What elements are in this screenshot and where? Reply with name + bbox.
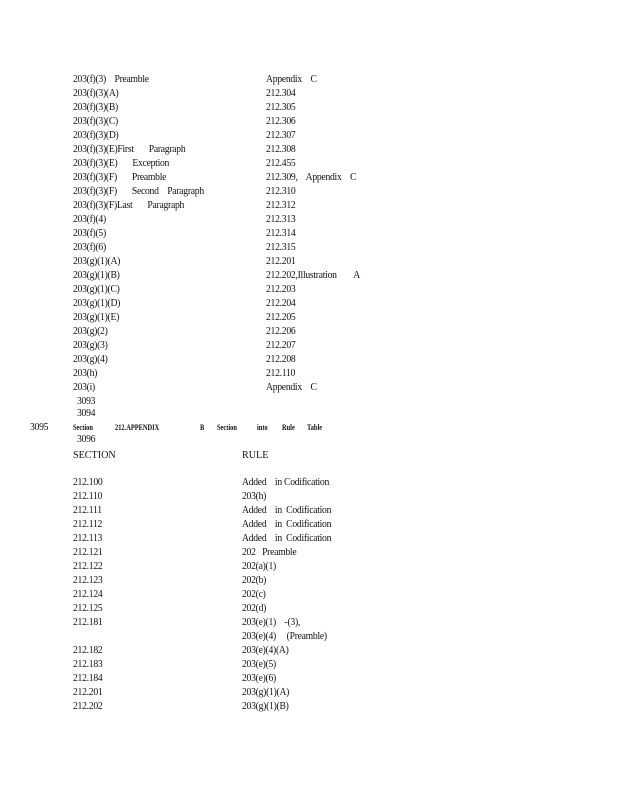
top-row-right: 212.206 (266, 326, 296, 337)
top-row-right: 212.208 (266, 354, 296, 365)
top-row-left: 203(i) (73, 382, 95, 393)
top-row-left: 203(g)(1)(C) (73, 284, 120, 295)
rule-cell: 202(b) (242, 575, 267, 586)
section-cell: 212.202 (73, 701, 103, 712)
top-row-right: 212.315 (266, 242, 296, 253)
top-row-left: 203(f)(5) (73, 228, 106, 239)
top-row-left: 203(g)(4) (73, 354, 108, 365)
line-number: 3095 (30, 422, 49, 433)
rule-cell: 203(e)(4)(A) (242, 645, 289, 656)
section-cell: 212.201 (73, 687, 103, 698)
top-row-right: 212.203 (266, 284, 296, 295)
top-row-right: 212.455 (266, 158, 296, 169)
section-cell: 212.113 (73, 533, 103, 544)
rule-cell: 203(g)(1)(B) (242, 701, 289, 712)
top-row-left: 203(f)(3)(A) (73, 88, 119, 99)
rule-cell: 202(c) (242, 589, 266, 600)
top-row-left: 203(f)(4) (73, 214, 106, 225)
top-row-right: 212.110 (266, 368, 296, 379)
top-row-right: 212.313 (266, 214, 296, 225)
top-row-left: 203(g)(1)(E) (73, 312, 120, 323)
section-cell: 212.123 (73, 575, 103, 586)
top-row-left: 203(f)(3)(D) (73, 130, 119, 141)
top-row-right: 212.310 (266, 186, 296, 197)
section-cell: 212.124 (73, 589, 103, 600)
top-row-right: 212.309, Appendix C (266, 172, 357, 183)
top-row-left: 203(f)(3) Preamble (73, 74, 149, 85)
column-header-rule: RULE (242, 449, 269, 461)
section-cell: 212.182 (73, 645, 103, 656)
top-row-right: 212.304 (266, 88, 296, 99)
top-row-right: 212.305 (266, 102, 296, 113)
line-number: 3093 (77, 396, 96, 407)
rule-cell: 203(e)(4) (Preamble) (242, 631, 327, 642)
top-row-left: 203(h) (73, 368, 98, 379)
heading-word-into: into (257, 423, 268, 432)
rule-cell: 203(e)(5) (242, 659, 276, 670)
top-row-right: 212.308 (266, 144, 296, 155)
top-row-right: 212.207 (266, 340, 296, 351)
top-row-right: 212.312 (266, 200, 296, 211)
column-header-section: SECTION (73, 449, 116, 461)
heading-word-rule: Rule (282, 423, 295, 432)
heading-word-appendix: 212.APPENDIX (115, 423, 160, 432)
rule-cell: Added in Codification (242, 519, 332, 530)
top-row-left: 203(g)(3) (73, 340, 108, 351)
top-row-right: 212.202,Illustration A (266, 270, 360, 281)
top-row-left: 203(f)(3)(E)First Paragraph (73, 144, 186, 155)
rule-cell: 203(h) (242, 491, 267, 502)
line-number: 3096 (77, 434, 96, 445)
section-cell: 212.112 (73, 519, 103, 530)
section-cell: 212.181 (73, 617, 103, 628)
rule-cell: 202(a)(1) (242, 561, 276, 572)
rule-cell: Added in Codification (242, 505, 332, 516)
top-row-left: 203(g)(2) (73, 326, 108, 337)
section-cell: 212.183 (73, 659, 103, 670)
rule-cell: Added in Codification (242, 477, 330, 488)
heading-word-table: Table (307, 423, 323, 432)
heading-word-b: B (200, 423, 205, 432)
top-row-left: 203(g)(1)(D) (73, 298, 121, 309)
rule-cell: Added in Codification (242, 533, 332, 544)
section-cell: 212.184 (73, 673, 103, 684)
rule-cell: 202 Preamble (242, 547, 297, 558)
top-row-right: 212.307 (266, 130, 296, 141)
top-row-left: 203(f)(3)(E) Exception (73, 158, 170, 169)
section-cell: 212.121 (73, 547, 103, 558)
heading-word-section: Section (217, 423, 237, 432)
section-cell: 212.111 (73, 505, 102, 516)
top-row-left: 203(f)(3)(F)Last Paragraph (73, 200, 185, 211)
top-row-left: 203(f)(3)(B) (73, 102, 118, 113)
section-cell: 212.100 (73, 477, 103, 488)
top-row-left: 203(f)(3)(F) Second Paragraph (73, 186, 204, 197)
top-row-left: 203(f)(3)(C) (73, 116, 118, 127)
top-row-left: 203(f)(6) (73, 242, 106, 253)
top-row-right: 212.204 (266, 298, 296, 309)
top-row-right: 212.314 (266, 228, 296, 239)
top-row-right: 212.201 (266, 256, 296, 267)
top-row-right: Appendix C (266, 382, 317, 393)
top-row-left: 203(g)(1)(B) (73, 270, 120, 281)
rule-cell: 203(e)(1) -(3), (242, 617, 301, 628)
section-cell: 212.122 (73, 561, 103, 572)
top-row-right: Appendix C (266, 74, 317, 85)
section-cell: 212.110 (73, 491, 103, 502)
rule-cell: 202(d) (242, 603, 267, 614)
line-number: 3094 (77, 408, 96, 419)
top-row-right: 212.306 (266, 116, 296, 127)
top-row-left: 203(g)(1)(A) (73, 256, 121, 267)
top-row-left: 203(f)(3)(F) Preamble (73, 172, 167, 183)
rule-cell: 203(e)(6) (242, 673, 276, 684)
section-cell: 212.125 (73, 603, 103, 614)
rule-cell: 203(g)(1)(A) (242, 687, 290, 698)
heading-word-section: Section (73, 423, 93, 432)
top-row-right: 212.205 (266, 312, 296, 323)
